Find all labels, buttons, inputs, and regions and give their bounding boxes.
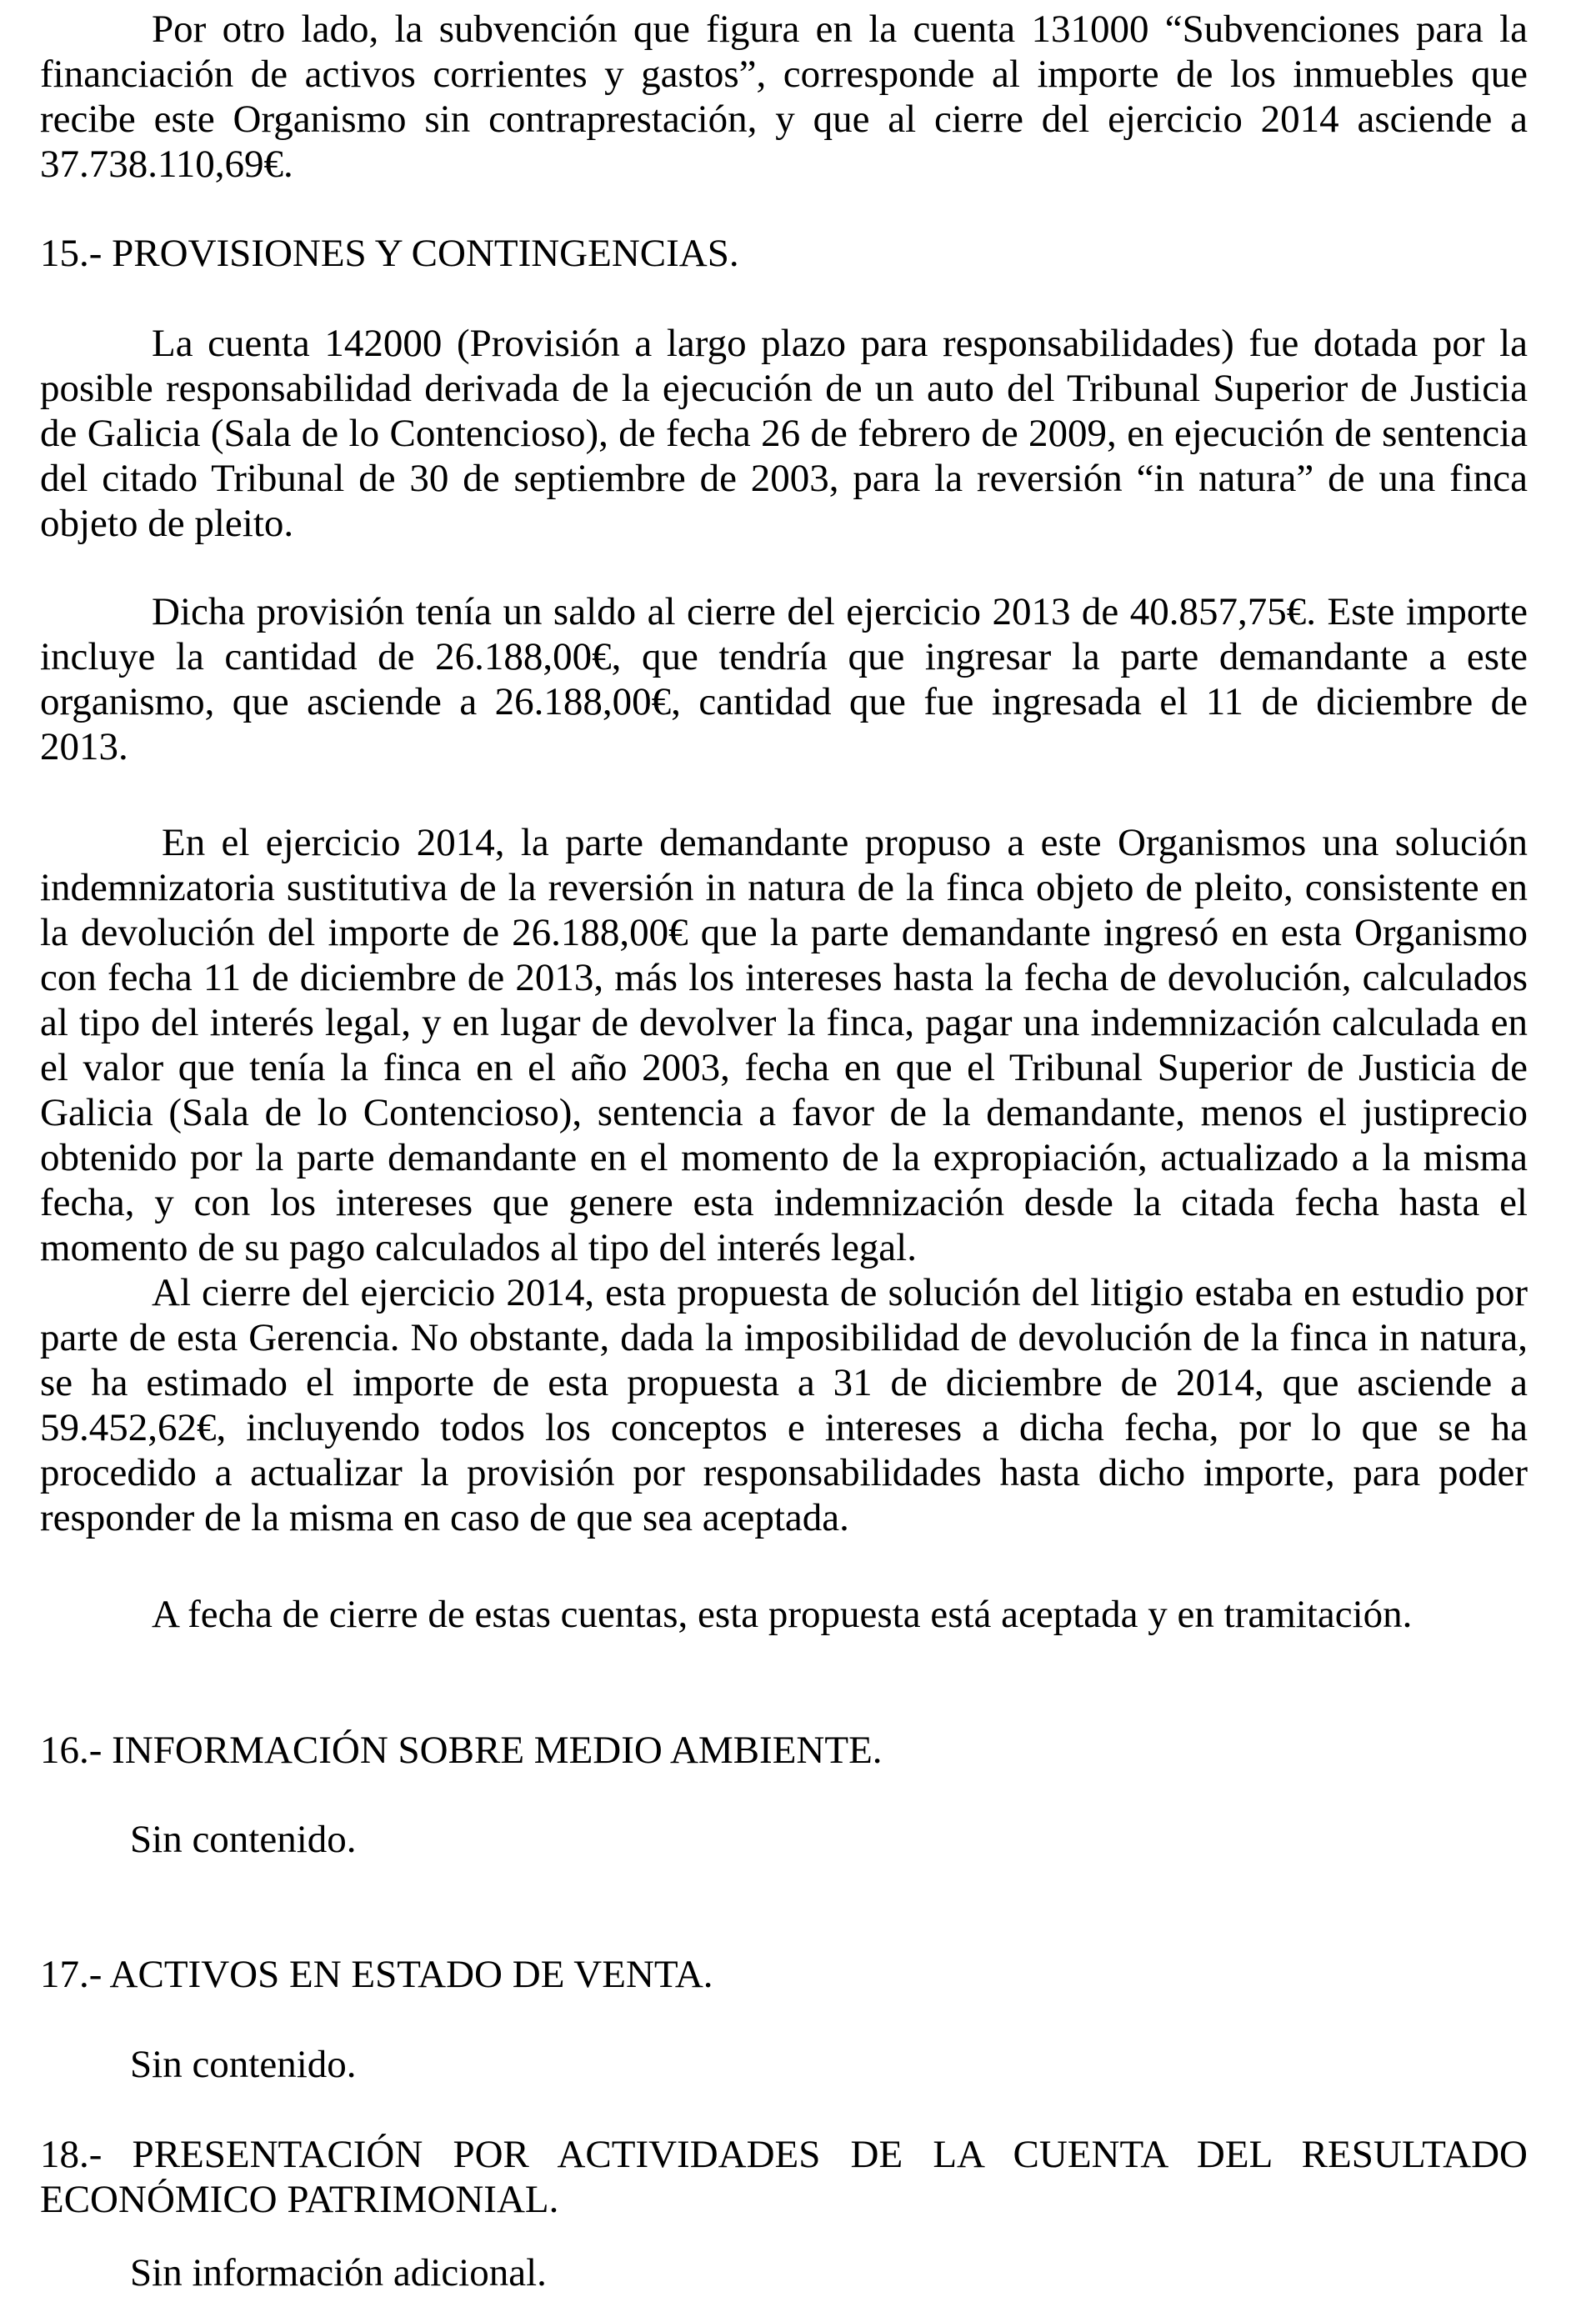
text-line: al tipo del interés legal, y en lugar de devolver la finca, pagar una indemnización calculada en [40, 1001, 1528, 1044]
text-line: posible responsabilidad derivada de la ejecución de un auto del Tribunal Superior de Justicia [40, 367, 1528, 410]
text-line: parte de esta Gerencia. No obstante, dada la imposibilidad de devolución de la finca in natura, [40, 1316, 1528, 1359]
section-16-heading: 16.- INFORMACIÓN SOBRE MEDIO AMBIENTE. [40, 1729, 883, 1772]
paragraph-cuenta-142000 [40, 321, 1528, 546]
text-line: organismo, que asciende a 26.188,00€, cantidad que fue ingresada el 11 de diciembre de [40, 680, 1528, 723]
section-17-heading: 17.- ACTIVOS EN ESTADO DE VENTA. [40, 1953, 713, 1996]
text-line: Al cierre del ejercicio 2014, esta propuesta de solución del litigio estaba en estudio por [152, 1271, 1528, 1314]
text-line: indemnizatoria sustitutiva de la reversión in natura de la finca objeto de pleito, consistente en [40, 866, 1528, 909]
text-line: responder de la misma en caso de que sea aceptada. [40, 1496, 849, 1539]
text-line: 18.- PRESENTACIÓN POR ACTIVIDADES DE LA CUENTA DEL RESULTADO [40, 2133, 1528, 2176]
text-line: 59.452,62€, incluyendo todos los conceptos e intereses a dicha fecha, por lo que se ha [40, 1406, 1528, 1449]
section-18-body: Sin información adicional. [130, 2251, 547, 2294]
text-line: del citado Tribunal de 30 de septiembre de 2003, para la reversión “in natura” de una finca [40, 457, 1528, 500]
text-line: Galicia (Sala de lo Contencioso), sentencia a favor de la demandante, menos el justiprecio [40, 1091, 1528, 1134]
paragraph-ejercicio-2014 [40, 820, 1528, 1270]
text-line: se ha estimado el importe de esta propuesta a 31 de diciembre de 2014, que asciende a [40, 1361, 1528, 1404]
paragraph-saldo-2013 [40, 589, 1528, 769]
text-line: ECONÓMICO PATRIMONIAL. [40, 2178, 559, 2221]
text-line: La cuenta 142000 (Provisión a largo plazo para responsabilidades) fue dotada por la [152, 322, 1528, 365]
text-line: de Galicia (Sala de lo Contencioso), de fecha 26 de febrero de 2009, en ejecución de sentencia [40, 412, 1528, 455]
text-line: objeto de pleito. [40, 502, 294, 545]
paragraph-cierre-2014 [40, 1270, 1528, 1540]
section-16-body: Sin contenido. [130, 1818, 357, 1861]
text-line: Dicha provisión tenía un saldo al cierre del ejercicio 2013 de 40.857,75€. Este importe [152, 590, 1528, 633]
text-line: financiación de activos corrientes y gastos”, corresponde al importe de los inmuebles que [40, 53, 1528, 96]
text-line: procedido a actualizar la provisión por responsabilidades hasta dicho importe, para poder [40, 1451, 1528, 1494]
paragraph-propuesta-aceptada: A fecha de cierre de estas cuentas, esta propuesta está aceptada y en tramitación. [152, 1593, 1413, 1636]
text-line: con fecha 11 de diciembre de 2013, más los intereses hasta la fecha de devolución, calculados [40, 956, 1528, 999]
text-line: En el ejercicio 2014, la parte demandante propuso a este Organismos una solución [162, 821, 1528, 864]
text-line: obtenido por la parte demandante en el momento de la expropiación, actualizado a la misma [40, 1136, 1528, 1179]
paragraph-subvencion [40, 7, 1528, 187]
text-line: momento de su pago calculados al tipo del interés legal. [40, 1226, 917, 1269]
text-line: fecha, y con los intereses que genere esta indemnización desde la citada fecha hasta el [40, 1181, 1528, 1224]
text-line: la devolución del importe de 26.188,00€ que la parte demandante ingresó en esta Organismo [40, 911, 1528, 954]
section-18-heading [40, 2132, 1528, 2222]
text-line: incluye la cantidad de 26.188,00€, que tendría que ingresar la parte demandante a este [40, 635, 1528, 678]
text-line: el valor que tenía la finca en el año 2003, fecha en que el Tribunal Superior de Justicia de [40, 1046, 1528, 1089]
text-line: 37.738.110,69€. [40, 143, 293, 186]
text-line: 2013. [40, 725, 128, 768]
text-line: recibe este Organismo sin contraprestación, y que al cierre del ejercicio 2014 asciende a [40, 98, 1528, 141]
section-17-body: Sin contenido. [130, 2043, 357, 2086]
text-line: Por otro lado, la subvención que figura en la cuenta 131000 “Subvenciones para la [152, 8, 1528, 51]
section-15-heading: 15.- PROVISIONES Y CONTINGENCIAS. [40, 232, 739, 275]
